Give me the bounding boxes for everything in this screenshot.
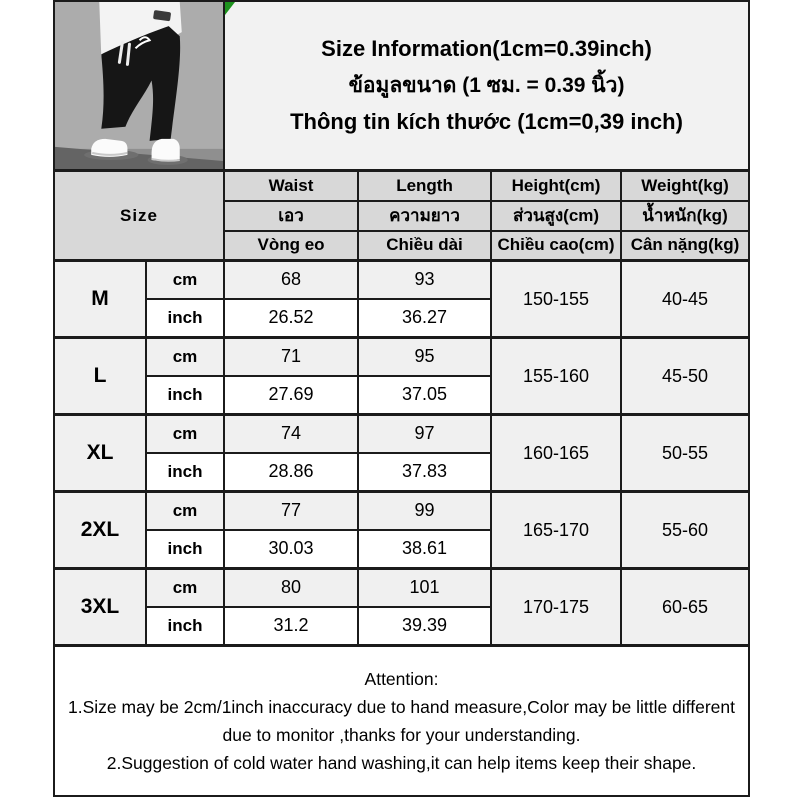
col-header-length-en: Length (358, 171, 491, 201)
unit-label-cm: cm (146, 569, 224, 607)
attention-heading: Attention: (364, 668, 439, 689)
waist-inch-value: 30.03 (224, 530, 358, 569)
product-photo (55, 2, 223, 169)
green-corner-marker-icon (225, 2, 235, 15)
unit-label-cm: cm (146, 261, 224, 299)
unit-label-inch: inch (146, 607, 224, 646)
unit-label-cm: cm (146, 492, 224, 530)
size-label-l: L (54, 338, 146, 415)
title-cell (224, 1, 749, 171)
unit-label-inch: inch (146, 453, 224, 492)
length-cm-value: 97 (358, 415, 491, 453)
waist-cm-value: 71 (224, 338, 358, 376)
col-header-length-vi: Chiều dài (358, 231, 491, 261)
length-inch-value: 37.83 (358, 453, 491, 492)
length-inch-value: 38.61 (358, 530, 491, 569)
col-header-waist-en: Waist (224, 171, 358, 201)
right-sneaker (152, 139, 180, 161)
size-label-xl: XL (54, 415, 146, 492)
waist-inch-value: 27.69 (224, 376, 358, 415)
waist-cm-value: 68 (224, 261, 358, 299)
weight-range: 50-55 (621, 415, 749, 492)
length-cm-value: 95 (358, 338, 491, 376)
height-range: 165-170 (491, 492, 621, 569)
waist-inch-value: 26.52 (224, 299, 358, 338)
weight-range: 55-60 (621, 492, 749, 569)
waist-inch-value: 28.86 (224, 453, 358, 492)
height-range: 170-175 (491, 569, 621, 646)
length-inch-value: 36.27 (358, 299, 491, 338)
col-header-height-vi: Chiều cao(cm) (491, 231, 621, 261)
size-header: Size (54, 171, 224, 261)
length-cm-value: 99 (358, 492, 491, 530)
weight-range: 40-45 (621, 261, 749, 338)
col-header-weight-th: น้ำหนัก(kg) (621, 201, 749, 231)
waist-cm-value: 74 (224, 415, 358, 453)
attention-note (54, 646, 749, 796)
col-header-weight-en: Weight(kg) (621, 171, 749, 201)
length-inch-value: 37.05 (358, 376, 491, 415)
col-header-height-en: Height(cm) (491, 171, 621, 201)
waist-cm-value: 80 (224, 569, 358, 607)
col-header-height-th: ส่วนสูง(cm) (491, 201, 621, 231)
height-range: 150-155 (491, 261, 621, 338)
waist-inch-value: 31.2 (224, 607, 358, 646)
weight-range: 45-50 (621, 338, 749, 415)
size-label-2xl: 2XL (54, 492, 146, 569)
unit-label-cm: cm (146, 338, 224, 376)
product-photo-cell (54, 1, 224, 171)
title-english: Size Information(1cm=0.39inch) (321, 36, 652, 61)
unit-label-cm: cm (146, 415, 224, 453)
waist-cm-value: 77 (224, 492, 358, 530)
unit-label-inch: inch (146, 376, 224, 415)
size-label-3xl: 3XL (54, 569, 146, 646)
attention-line-1: 1.Size may be 2cm/1inch inaccuracy due to hand measure,Color may be little different due to monitor ,thanks for your understanding. (68, 696, 735, 745)
size-chart-table (53, 0, 750, 797)
col-header-weight-vi: Cân nặng(kg) (621, 231, 749, 261)
size-label-m: M (54, 261, 146, 338)
length-cm-value: 101 (358, 569, 491, 607)
title-vietnamese: Thông tin kích thước (1cm=0,39 inch) (290, 109, 683, 134)
length-inch-value: 39.39 (358, 607, 491, 646)
title-thai: ข้อมูลขนาด (1 ซม. = 0.39 นิ้ว) (348, 74, 625, 97)
length-cm-value: 93 (358, 261, 491, 299)
height-range: 155-160 (491, 338, 621, 415)
col-header-waist-vi: Vòng eo (224, 231, 358, 261)
unit-label-inch: inch (146, 530, 224, 569)
weight-range: 60-65 (621, 569, 749, 646)
col-header-length-th: ความยาว (358, 201, 491, 231)
col-header-waist-th: เอว (224, 201, 358, 231)
unit-label-inch: inch (146, 299, 224, 338)
height-range: 160-165 (491, 415, 621, 492)
attention-line-2: 2.Suggestion of cold water hand washing,it can help items keep their shape. (106, 752, 697, 773)
